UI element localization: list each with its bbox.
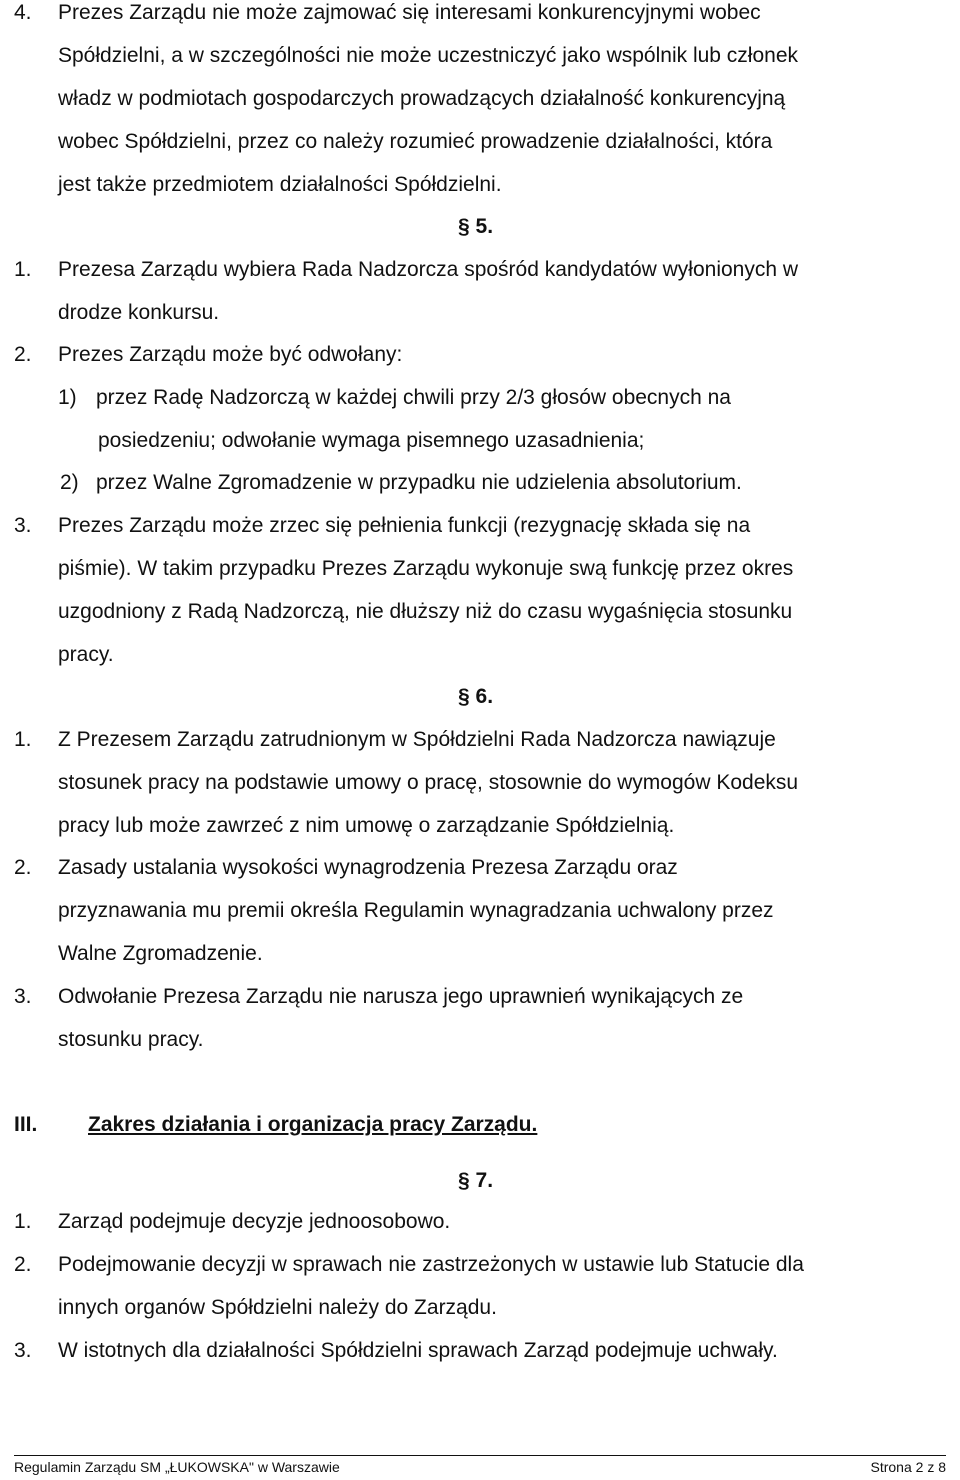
paragraph-line: jest także przedmiotem działalności Spółdzielni. (58, 173, 502, 196)
sub-item-number: 2) (60, 471, 79, 494)
paragraph-line: Prezes Zarządu może być odwołany: (58, 343, 403, 366)
paragraph-line: przez Walne Zgromadzenie w przypadku nie udzielenia absolutorium. (96, 471, 742, 494)
paragraph-line: W istotnych dla działalności Spółdzielni sprawach Zarząd podejmuje uchwały. (58, 1339, 778, 1362)
footer-document-title: Regulamin Zarządu SM „ŁUKOWSKA" w Warszawie (14, 1459, 340, 1475)
paragraph-line: piśmie). W takim przypadku Prezes Zarządu wykonuje swą funkcję przez okres (58, 557, 794, 580)
item-number: 2. (14, 1253, 32, 1276)
item-number: 2. (14, 856, 32, 879)
paragraph-line: wobec Spółdzielni, przez co należy rozumieć prowadzenie działalności, która (58, 130, 773, 153)
paragraph-line: Walne Zgromadzenie. (58, 942, 263, 965)
footer-page-number: Strona 2 z 8 (870, 1459, 946, 1475)
paragraph-line: przez Radę Nadzorczą w każdej chwili przy 2/3 głosów obecnych na (96, 386, 731, 409)
item-number: 3. (14, 985, 32, 1008)
paragraph-line: pracy lub może zawrzeć z nim umowę o zarządzanie Spółdzielnią. (58, 814, 675, 837)
sub-item-number: 1) (58, 386, 77, 409)
item-number: 4. (14, 1, 32, 24)
section-heading: § 7. (458, 1169, 494, 1192)
section-heading: § 5. (458, 215, 494, 238)
paragraph-line: posiedzeniu; odwołanie wymaga pisemnego uzasadnienia; (98, 429, 645, 452)
paragraph-line: stosunku pracy. (58, 1028, 204, 1051)
paragraph-line: przyznawania mu premii określa Regulamin wynagradzania uchwalony przez (58, 899, 774, 922)
paragraph-line: władz w podmiotach gospodarczych prowadzących działalność konkurencyjną (58, 87, 786, 110)
paragraph-line: Prezesa Zarządu wybiera Rada Nadzorcza spośród kandydatów wyłonionych w (58, 258, 799, 281)
paragraph-line: Odwołanie Prezesa Zarządu nie narusza jego uprawnień wynikających ze (58, 985, 744, 1008)
item-number: 1. (14, 1210, 32, 1233)
paragraph-line: Podejmowanie decyzji w sprawach nie zastrzeżonych w ustawie lub Statucie dla (58, 1253, 804, 1276)
paragraph-line: uzgodniony z Radą Nadzorczą, nie dłuższy niż do czasu wygaśnięcia stosunku (58, 600, 793, 623)
chapter-number: III. (14, 1113, 38, 1136)
chapter-title: Zakres działania i organizacja pracy Zarządu. (88, 1113, 538, 1136)
item-number: 3. (14, 1339, 32, 1362)
paragraph-line: Spółdzielni, a w szczególności nie może uczestniczyć jako wspólnik lub członek (58, 44, 799, 67)
section-heading: § 6. (458, 685, 494, 708)
paragraph-line: drodze konkursu. (58, 301, 220, 324)
paragraph-line: innych organów Spółdzielni należy do Zarządu. (58, 1296, 497, 1319)
item-number: 2. (14, 343, 32, 366)
paragraph-line: Prezes Zarządu może zrzec się pełnienia funkcji (rezygnację składa się na (58, 514, 751, 537)
item-number: 1. (14, 258, 32, 281)
item-number: 1. (14, 728, 32, 751)
paragraph-line: Z Prezesem Zarządu zatrudnionym w Spółdzielni Rada Nadzorcza nawiązuje (58, 728, 776, 751)
paragraph-line: Zasady ustalania wysokości wynagrodzenia Prezesa Zarządu oraz (58, 856, 678, 879)
footer-divider (14, 1455, 946, 1456)
paragraph-line: Zarząd podejmuje decyzje jednoosobowo. (58, 1210, 451, 1233)
paragraph-line: Prezes Zarządu nie może zajmować się interesami konkurencyjnymi wobec (58, 1, 761, 24)
item-number: 3. (14, 514, 32, 537)
paragraph-line: stosunek pracy na podstawie umowy o pracę, stosownie do wymogów Kodeksu (58, 771, 799, 794)
paragraph-line: pracy. (58, 643, 114, 666)
